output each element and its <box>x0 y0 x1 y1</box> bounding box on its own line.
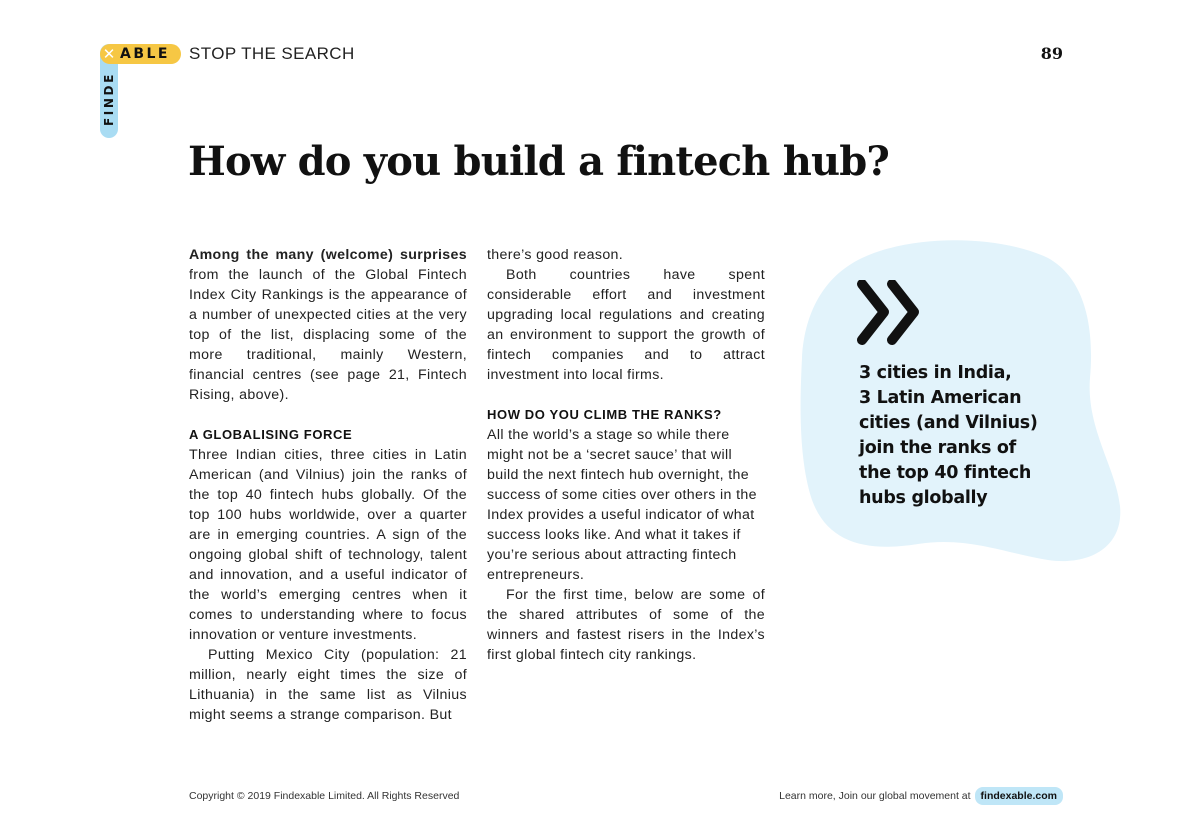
pull-quote-line: 3 cities in India, <box>859 363 1012 383</box>
page-number: 89 <box>1040 44 1063 63</box>
double-chevron-quote-icon <box>856 280 922 346</box>
pull-quote-line: 3 Latin American <box>859 388 1022 408</box>
page-title: How do you build a fintech hub? <box>188 138 890 185</box>
article-column-2 <box>487 245 765 665</box>
paragraph: Putting Mexico City (population: 21 million, nearly eight times the size of Lithuania) in the same list as Vilnius might seems a strange comparison. But <box>189 647 467 723</box>
logo-finde-text: FINDE <box>102 72 116 126</box>
article-column-1 <box>189 245 467 725</box>
section-label: STOP THE SEARCH <box>189 44 355 63</box>
logo-x-mark: ✕ <box>102 45 116 63</box>
paragraph: For the first time, below are some of the shared attributes of some of the winners and fastest risers in the Index’s first global fintech city rankings. <box>487 587 765 663</box>
pull-quote-line: cities (and Vilnius) <box>859 413 1038 433</box>
footer-website-link[interactable]: findexable.com <box>975 787 1063 805</box>
footer-learn-more: Learn more, Join our global movement at <box>779 790 971 802</box>
footer-cta <box>779 787 1063 805</box>
logo-able-text: ABLE <box>120 46 170 62</box>
intro-body: from the launch of the Global Fintech Index City Rankings is the appearance of a number of unexpected cities at the very top of the list, displacing some of the more traditional, mainly Western, financial centres (see page 21, Fintech Rising, above). <box>189 267 467 403</box>
pull-quote-line: the top 40 fintech <box>859 463 1031 483</box>
intro-paragraph <box>189 245 467 405</box>
pull-quote-line: join the ranks of <box>859 438 1016 458</box>
lead-in: Among the many (welcome) surprises <box>189 247 467 263</box>
footer-copyright: Copyright © 2019 Findexable Limited. All Rights Reserved <box>189 790 460 802</box>
paragraph: Both countries have spent considerable effort and investment upgrading local regulations and creating an environment to support the growth of fintech companies and to attract investment into local firms. <box>487 267 765 383</box>
pull-quote-line: hubs globally <box>859 488 988 508</box>
section-heading-globalising: A GLOBALISING FORCE <box>189 427 353 442</box>
paragraph: All the world’s a stage so while there might not be a ‘secret sauce’ that will build the next fintech hub overnight, the success of some cities over others in the Index provides a useful indicator of what success looks like. And what it takes if you’re serious about attracting fintech entrepreneurs. <box>487 427 757 583</box>
section-heading-climb-ranks: HOW DO YOU CLIMB THE RANKS? <box>487 407 722 422</box>
paragraph: there’s good reason. <box>487 247 624 263</box>
paragraph: Three Indian cities, three cities in Latin American (and Vilnius) join the ranks of the top 40 fintech hubs globally. Of the top 100 hubs worldwide, over a quarter are in emerging countries. A sign of the ongoing global shift of technology, talent and innovation, and a useful indicator of the world’s emerging centres when it comes to understanding where to focus innovation or venture investments. <box>189 447 467 643</box>
pull-quote-text <box>859 361 1079 511</box>
